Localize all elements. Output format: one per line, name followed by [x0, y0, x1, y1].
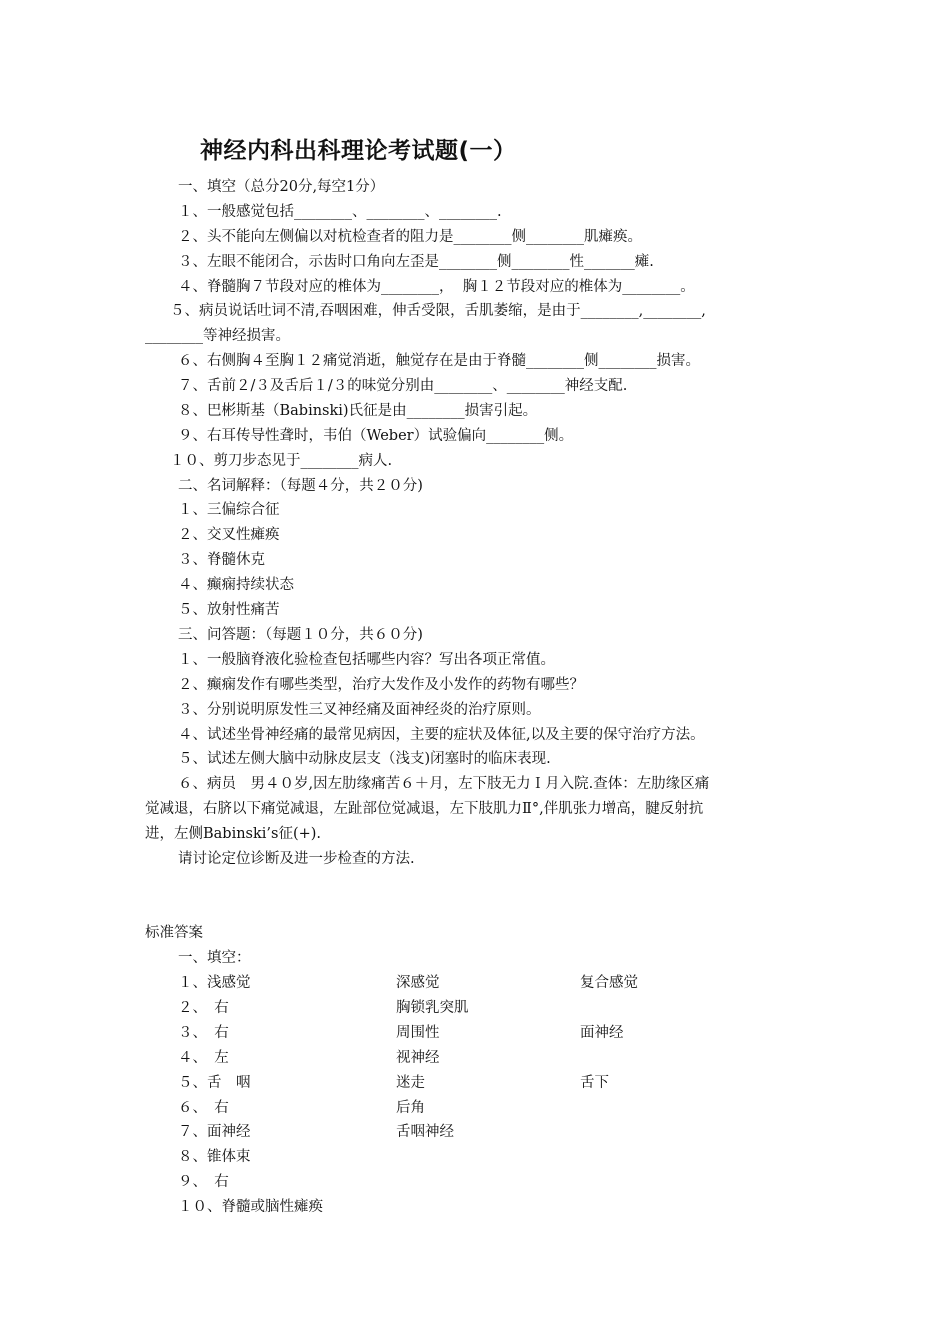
- question-line: ６、右侧胸４至胸１２痛觉消逝，触觉存在是由于脊髓________侧________损害。: [178, 353, 700, 369]
- essay-question: ４、试述坐骨神经痛的最常见病因，主要的症状及体征,以及主要的保守治疗方法。: [178, 727, 705, 743]
- answer-cell: ２、 右: [178, 999, 229, 1016]
- term-item: １、三偏综合征: [178, 502, 280, 518]
- section2-heading: 二、名词解释：（每题４分，共２０分): [178, 478, 423, 494]
- answers-heading: 标准答案: [145, 925, 203, 941]
- question-line: ２、头不能向左侧偏以对杭检查者的阻力是________侧________肌瘫痪。: [178, 229, 642, 245]
- answer-cell: 舌下: [580, 1074, 609, 1091]
- question-line: ５、病员说话吐词不清,吞咽困难，伸舌受限，舌肌萎缩，是由于________,________,: [170, 303, 706, 319]
- case-question-line: 觉减退，右脐以下痛觉减退，左趾部位觉减退，左下肢肌力Ⅱ°,伴肌张力增高，腱反射抗: [145, 801, 704, 817]
- answers-subheading: 一、填空：: [178, 950, 251, 966]
- answer-cell: ８、锥体束: [178, 1149, 251, 1166]
- page-title: 神经内科出科理论考试题(一）: [200, 138, 517, 164]
- case-question-line: 进，左侧Babinski’s征(+).: [145, 826, 322, 842]
- answer-cell: 舌咽神经: [396, 1124, 454, 1141]
- question-line: １、一般感觉包括________、________、________.: [178, 204, 502, 220]
- question-line: ８、巴彬斯基（Babinski)氏征是由________损害引起。: [178, 403, 538, 419]
- question-line: １０、剪刀步态见于________病人.: [170, 453, 393, 469]
- answer-cell: ４、 左: [178, 1049, 229, 1066]
- term-item: ３、脊髓休克: [178, 552, 265, 568]
- answer-cell: ９、 右: [178, 1174, 229, 1191]
- essay-question: ５、试述左侧大脑中动脉皮层支（浅支)闭塞时的临床表现.: [178, 751, 551, 767]
- section3-heading: 三、问答题：（每题１０分，共６０分): [178, 627, 423, 643]
- essay-question: １、一般脑脊液化验检查包括哪些内容？写出各项正常值。: [178, 652, 555, 668]
- answer-cell: ５、舌 咽: [178, 1074, 251, 1091]
- case-question-line: 请讨论定位诊断及进一步检查的方法.: [178, 851, 415, 867]
- answer-cell: 视神经: [396, 1049, 440, 1066]
- essay-question: ３、分别说明原发性三叉神经痛及面神经炎的治疗原则。: [178, 702, 541, 718]
- essay-question: ２、癫痫发作有哪些类型，治疗大发作及小发作的药物有哪些？: [178, 677, 584, 693]
- answer-cell: ６、 右: [178, 1099, 229, 1116]
- answer-cell: 深感觉: [396, 975, 440, 991]
- answer-cell: ３、 右: [178, 1024, 229, 1041]
- section1-heading: 一、填空（总分20分,每空1分）: [178, 179, 385, 195]
- question-line: ７、舌前２/３及舌后１/３的味觉分别由________、________神经支配.: [178, 378, 628, 394]
- term-item: ５、放射性痛苦: [178, 602, 280, 618]
- case-question-line: ６、病员 男４０岁,因左肋缘痛苦６＋月，左下肢无力Ｉ月入院.查体：左肋缘区痛: [178, 776, 710, 792]
- question-line: ________等神经损害。: [145, 328, 290, 344]
- answer-cell: ７、面神经: [178, 1124, 251, 1141]
- question-line: ９、右耳传导性聋时，韦伯（Weber）试验偏向________侧。: [178, 428, 574, 444]
- answer-cell: 后角: [396, 1099, 425, 1116]
- question-line: ３、左眼不能闭合，示齿时口角向左歪是________侧________性_______瘫.: [178, 254, 654, 270]
- answer-cell: 周围性: [396, 1024, 440, 1041]
- answer-cell: 胸锁乳突肌: [396, 999, 469, 1016]
- answer-cell: １、浅感觉: [178, 975, 251, 991]
- answer-cell: 复合感觉: [580, 975, 638, 991]
- answer-cell: 迷走: [396, 1074, 425, 1091]
- answer-cell: １０、脊髓或脑性瘫痪: [178, 1199, 323, 1216]
- term-item: ２、交叉性瘫痪: [178, 527, 280, 543]
- question-line: ４、脊髓胸７节段对应的椎体为________， 胸１２节段对应的椎体为________。: [178, 279, 695, 295]
- term-item: ４、癫痫持续状态: [178, 577, 294, 593]
- answer-cell: 面神经: [580, 1024, 624, 1041]
